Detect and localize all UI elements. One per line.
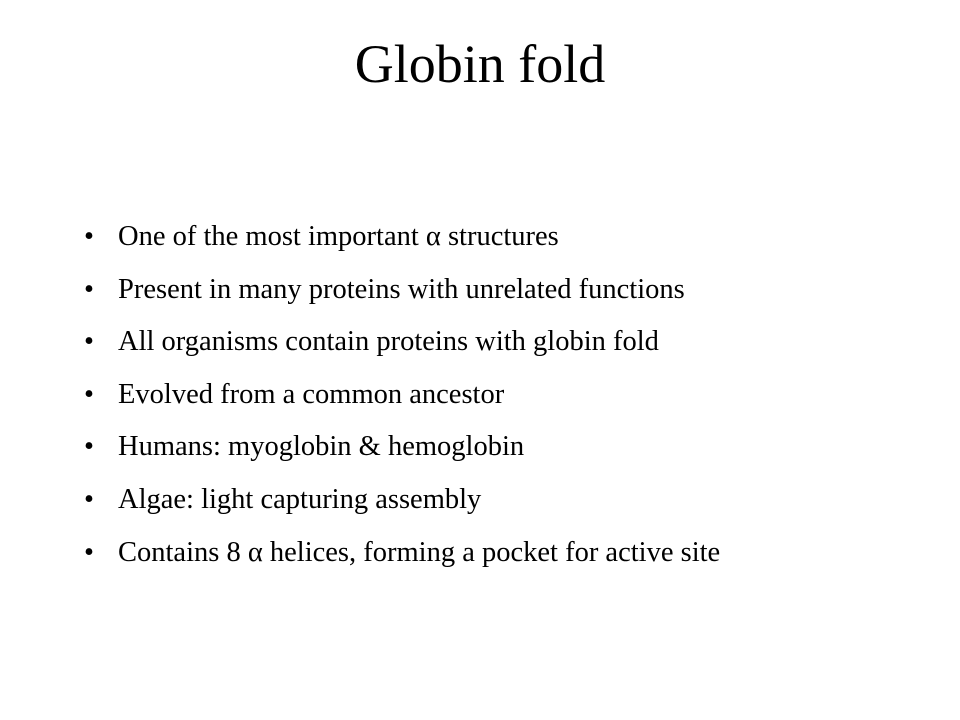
bullet-icon: •	[84, 273, 94, 305]
list-item	[84, 483, 884, 517]
bullet-icon: •	[84, 221, 94, 252]
bullet-text: Algae: light capturing assembly	[118, 483, 482, 515]
bullet-icon: •	[84, 431, 94, 463]
bullet-icon: •	[84, 483, 94, 515]
bullet-text: Contains 8 α helices, forming a pocket for active site	[118, 536, 721, 568]
bullet-text: One of the most important α structures	[118, 221, 559, 252]
bullet-icon: •	[84, 378, 94, 410]
list-item	[84, 273, 884, 307]
bullet-text: Evolved from a common ancestor	[118, 378, 505, 410]
bullet-text: Humans: myoglobin & hemoglobin	[118, 431, 525, 463]
list-item	[84, 536, 884, 570]
bullet-text: All organisms contain proteins with globin fold	[118, 326, 659, 358]
bullet-list	[84, 220, 884, 588]
bullet-icon: •	[84, 536, 94, 568]
bullet-text: Present in many proteins with unrelated functions	[118, 273, 685, 305]
slide-title: Globin fold	[354, 34, 606, 94]
list-item	[84, 325, 884, 359]
bullet-icon: •	[84, 326, 94, 358]
list-item	[84, 220, 884, 254]
list-item	[84, 378, 884, 412]
list-item	[84, 430, 884, 464]
